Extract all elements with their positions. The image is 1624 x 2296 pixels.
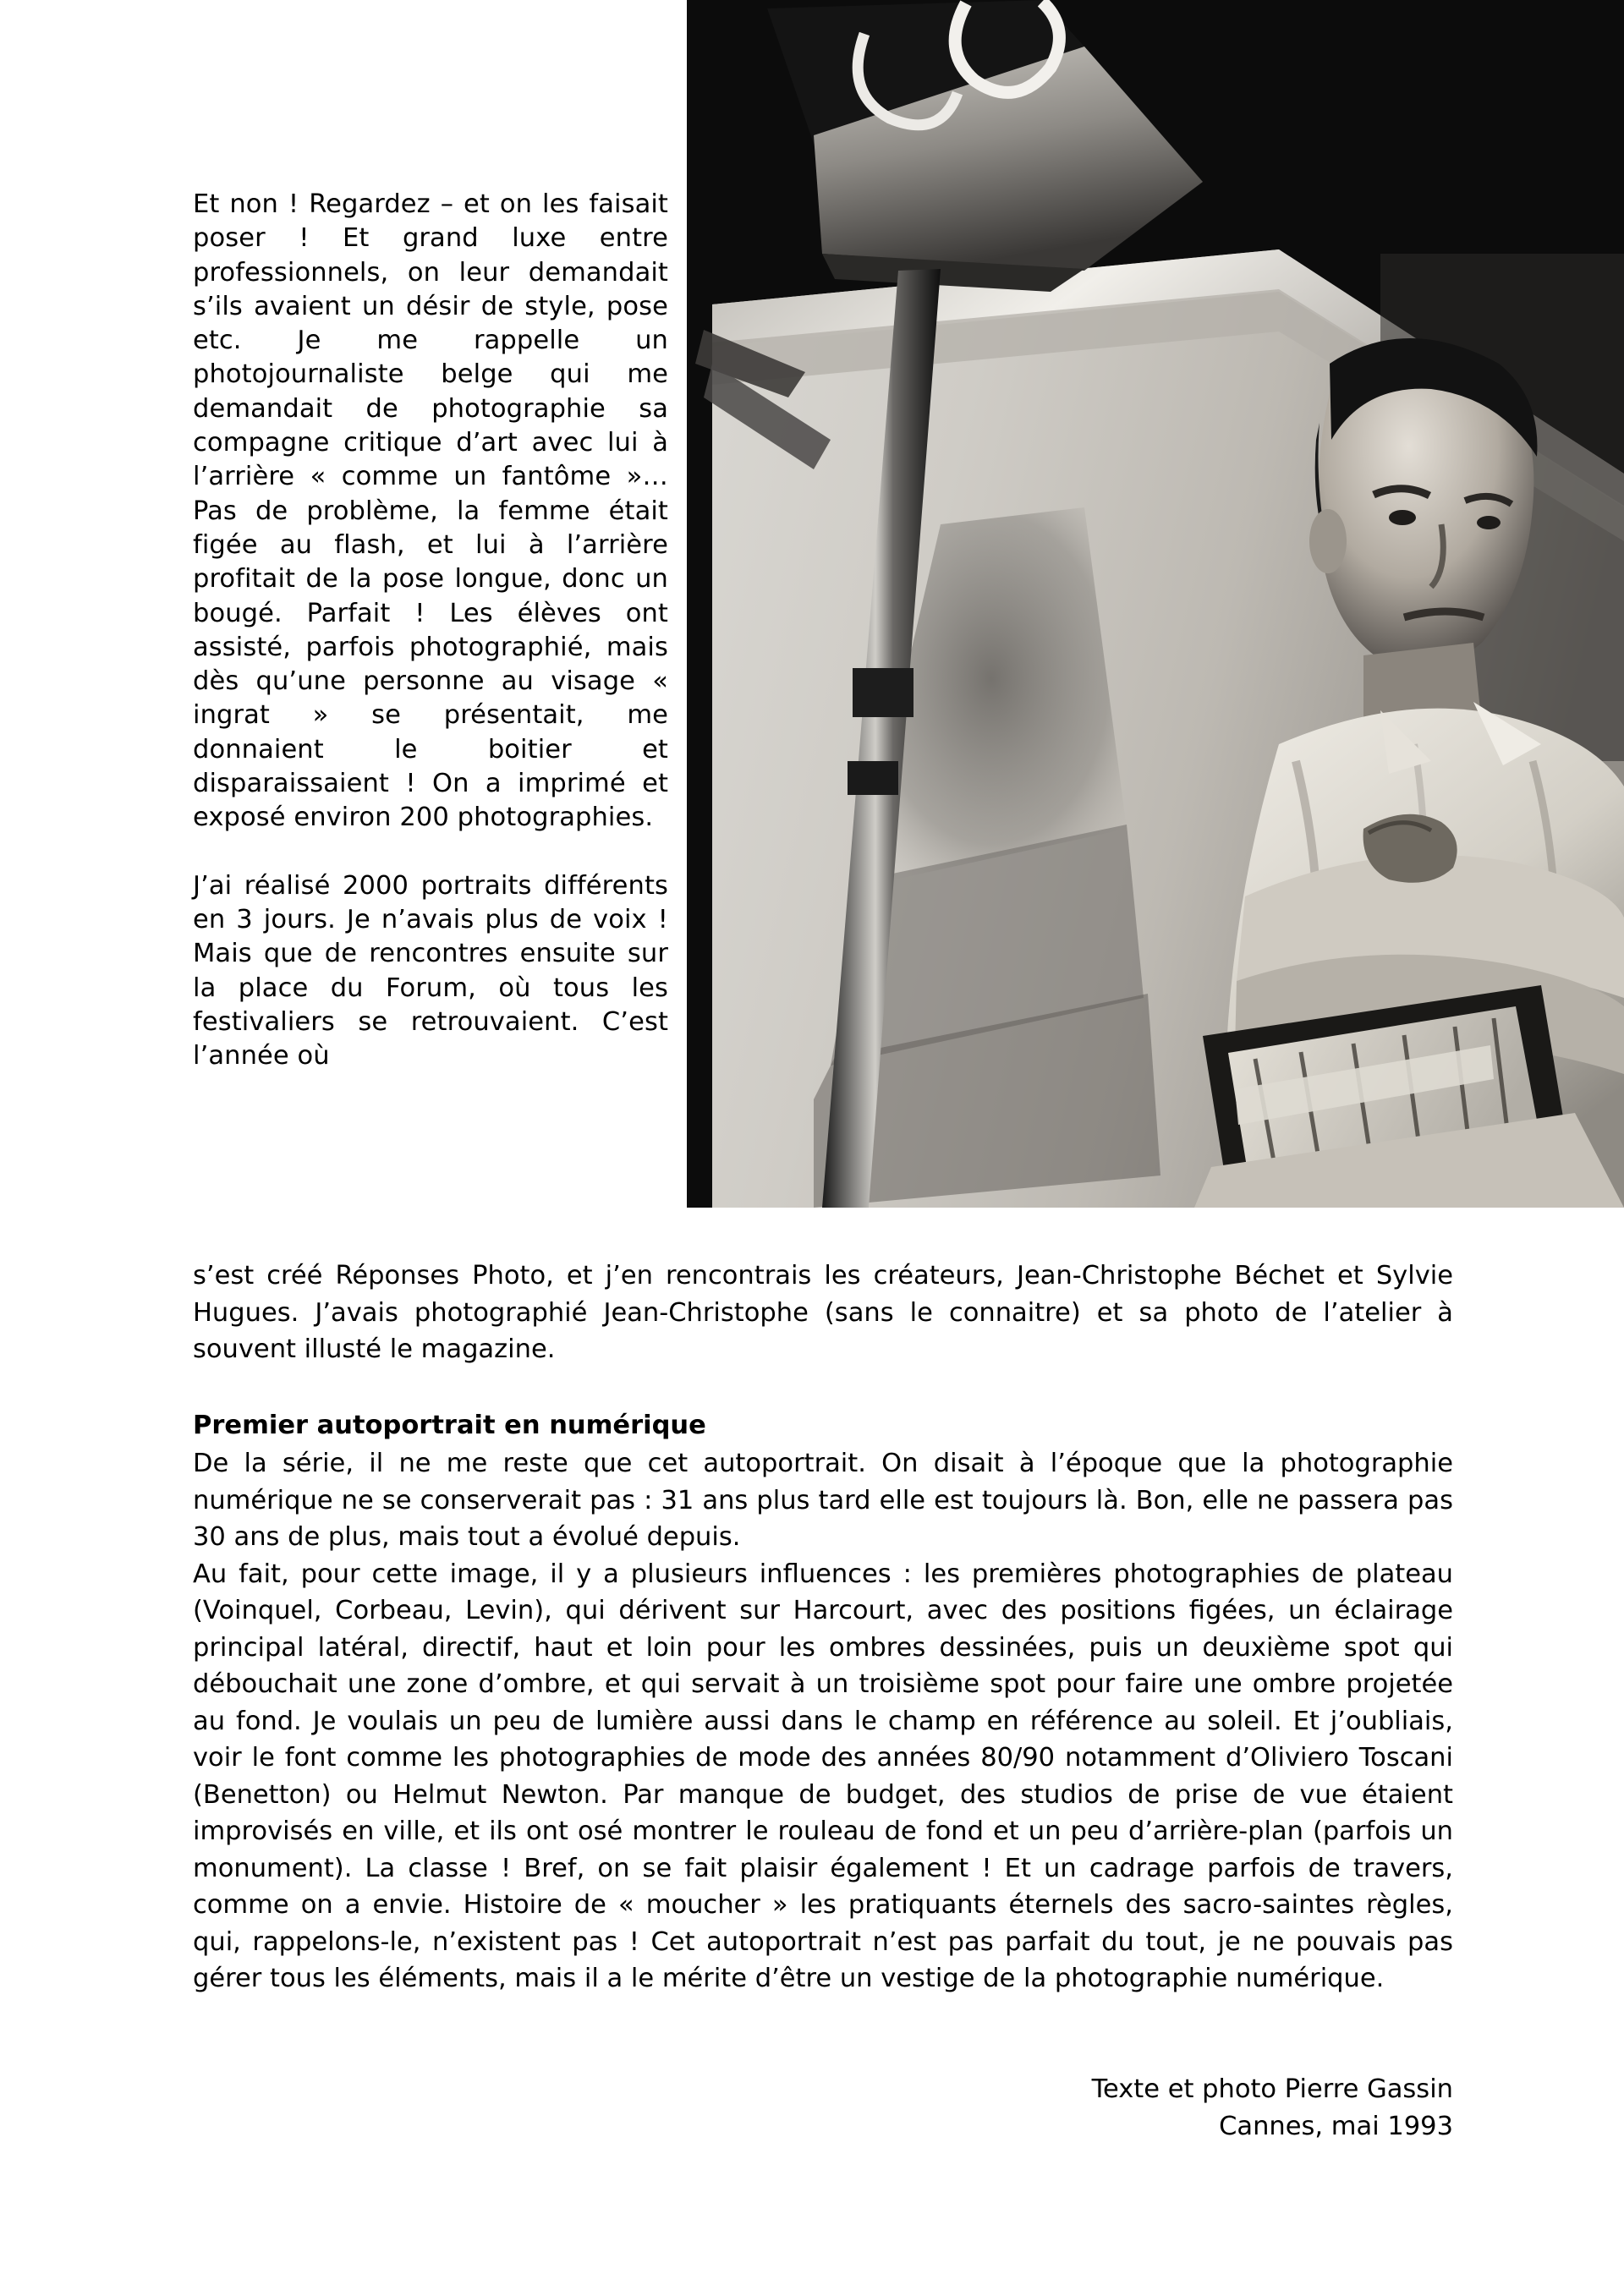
- body-paragraph-2: Au fait, pour cette image, il y a plusieurs influences : les premières photographies de plateau (Voinquel, Corbeau, Levin), qui dérivent sur Harcourt, avec des positions figées, un éclairage principal latéral, directif, haut et loin pour les ombres dessinées, puis un deuxième spot qui débouchait une zone d’ombre, et qui servait à un troisième spot pour faire une ombre projetée au fond. Je voulais un peu de lumière aussi dans le champ en référence au soleil. Et j’oubliais, voir le font comme les photographies de mode des années 80/90 notamment d’Oliviero Toscani (Benetton) ou Helmut Newton. Par manque de budget, des studios de prise de vue étaient improvisés en ville, et ils ont osé montrer le rouleau de fond et un peu d’arrière-plan (parfois un monument). La classe ! Bref, on se fait plaisir également ! Et un cadrage parfois de travers, comme on a envie. Histoire de « moucher » les pratiquants éternels des sacro-saintes règles, qui, rappelons-le, n’existent pas ! Cet autoportrait n’est pas parfait du tout, je ne pouvais pas gérer tous les éléments, mais il a le mérite d’être un vestige de la photographie numérique.: [193, 1559, 1453, 1993]
- signature-author: Texte et photo Pierre Gassin: [1091, 2074, 1453, 2104]
- left-paragraph-2: J’ai réalisé 2000 portraits différents en 3 jours. Je n’avais plus de voix ! Mais que de rencontres ensuite sur la place du Forum, où tous les festivaliers se retrouvaient. C’est l’année où: [193, 870, 668, 1071]
- section-heading: Premier autoportrait en numérique: [193, 1410, 706, 1440]
- photograph-image: [687, 0, 1624, 1208]
- left-paragraph-1: Et non ! Regardez – et on les faisait poser ! Et grand luxe entre professionnels, on leur demandait s’ils avaient un désir de style, pose etc. Je me rappelle un photojournaliste belge qui me demandait de photographie sa compagne critique d’art avec lui à l’arrière « comme un fantôme »… Pas de problème, la femme était figée au flash, et lui à l’arrière profitait de la pose longue, donc un bougé. Parfait ! Les élèves ont assisté, parfois photographié, mais dès qu’une personne au visage « ingrat » se présentait, me donnaient le boitier et disparaissaient ! On a imprimé et exposé environ 200 photographies.: [193, 189, 668, 833]
- continuation-paragraph: s’est créé Réponses Photo, et j’en rencontrais les créateurs, Jean-Christophe Béchet et Sylvie Hugues. J’avais photographié Jean-Christophe (sans le connaitre) et sa photo de l’atelier à souvent illusté le magazine.: [193, 1261, 1453, 1364]
- body-text-block: [193, 1258, 1453, 1997]
- left-text-column: [193, 188, 668, 1073]
- body-paragraph-1: De la série, il ne me reste que cet autoportrait. On disait à l’époque que la photographie numérique ne se conserverait pas : 31 ans plus tard elle est toujours là. Bon, elle ne passera pas 30 ans de plus, mais tout a évolué depuis.: [193, 1449, 1453, 1552]
- signature-place-date: Cannes, mai 1993: [1219, 2111, 1453, 2141]
- signature-block: [193, 2071, 1453, 2145]
- photograph-figure: [687, 0, 1624, 1208]
